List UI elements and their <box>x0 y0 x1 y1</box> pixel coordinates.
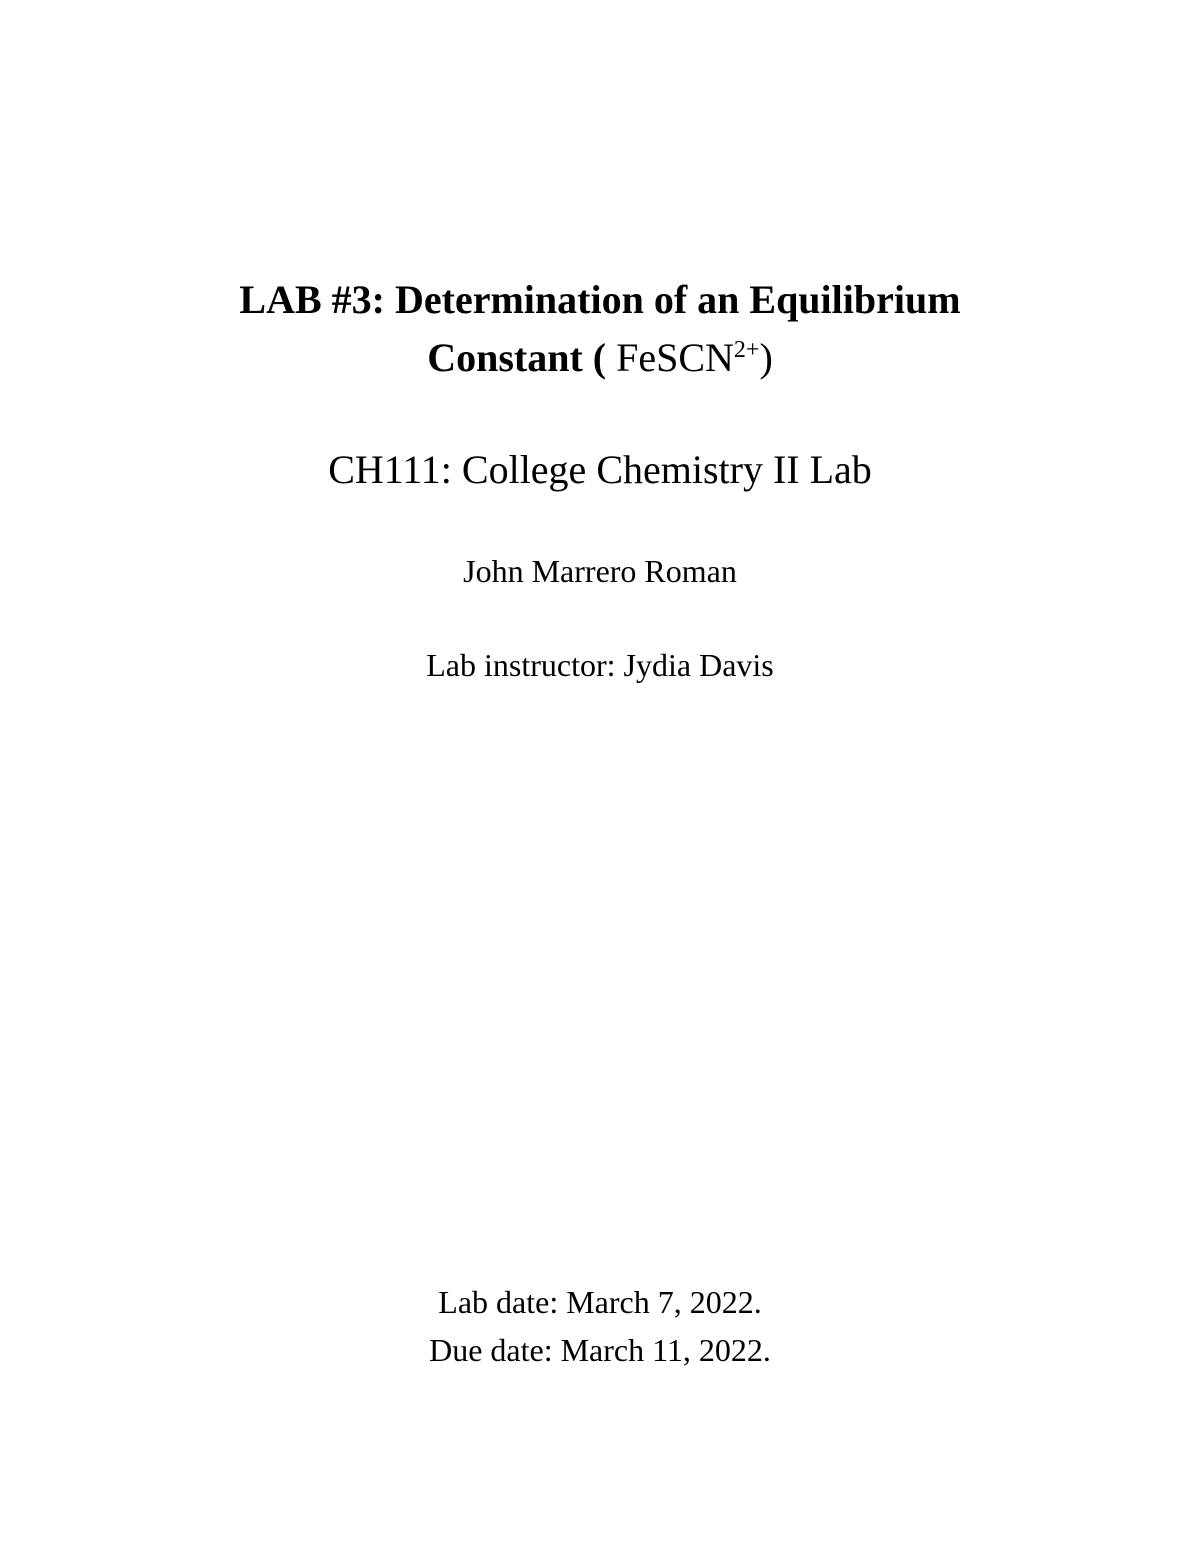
title-closing-paren: ) <box>759 335 773 380</box>
title-line-1: LAB #3: Determination of an Equilibrium <box>239 277 961 322</box>
title-line-2 <box>0 334 1200 382</box>
lab-date: Lab date: March 7, 2022. <box>438 1284 762 1320</box>
course-title: CH111: College Chemistry II Lab <box>328 447 872 492</box>
title-formula-charge: 2+ <box>733 337 760 363</box>
title-formula: FeSCN <box>616 335 734 380</box>
lab-instructor: Lab instructor: Jydia Davis <box>426 647 774 683</box>
due-date: Due date: March 11, 2022. <box>429 1332 771 1368</box>
author-name: John Marrero Roman <box>463 553 737 589</box>
title-constant-label: Constant ( <box>427 335 607 380</box>
